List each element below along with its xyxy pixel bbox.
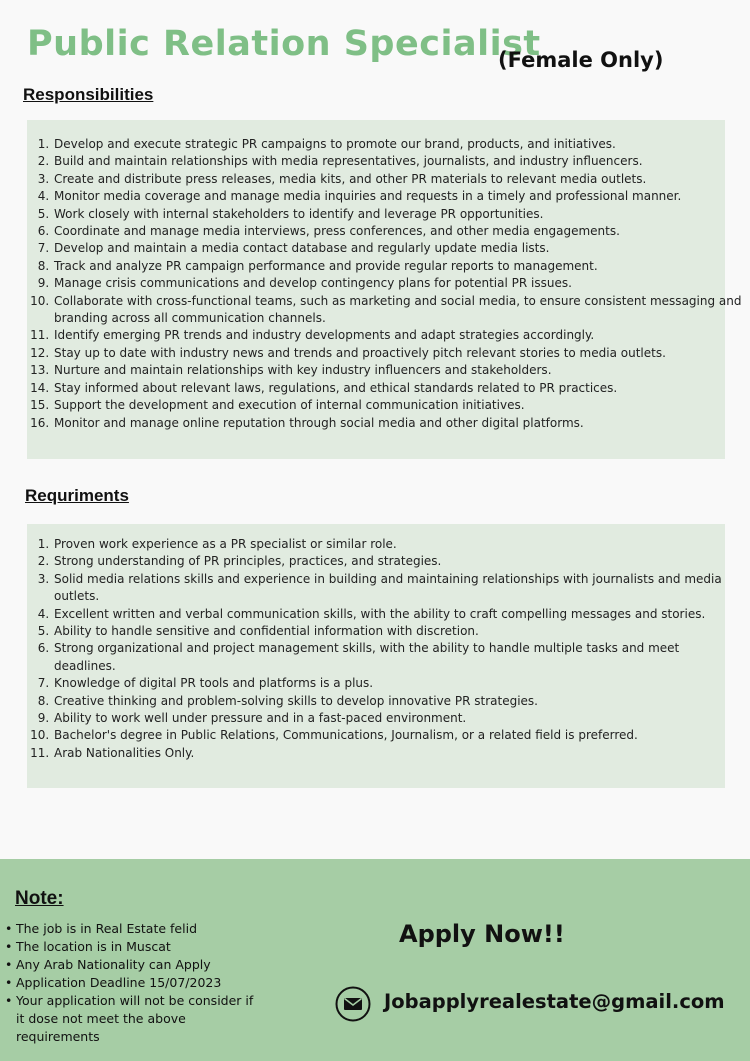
requirement-item: 2. Strong understanding of PR principles, practices, and strategies. bbox=[53, 553, 743, 570]
requirement-item: 6. Strong organizational and project management skills, with the ability to handle multiple tasks and meet deadlines. bbox=[53, 640, 743, 675]
responsibilities-list bbox=[31, 136, 743, 432]
responsibility-item: 16. Monitor and manage online reputation through social media and other digital platforms. bbox=[53, 415, 743, 432]
requirement-item: 5. Ability to handle sensitive and confidential information with discretion. bbox=[53, 623, 743, 640]
requirement-item: 9. Ability to work well under pressure and in a fast-paced environment. bbox=[53, 710, 743, 727]
responsibility-item: 8. Track and analyze PR campaign performance and provide regular reports to management. bbox=[53, 258, 743, 275]
requirement-item: 8. Creative thinking and problem-solving skills to develop innovative PR strategies. bbox=[53, 693, 743, 710]
responsibility-item: 12. Stay up to date with industry news and trends and proactively pitch relevant stories to media outlets. bbox=[53, 345, 743, 362]
responsibility-item: 5. Work closely with internal stakeholders to identify and leverage PR opportunities. bbox=[53, 206, 743, 223]
responsibilities-box bbox=[27, 120, 742, 459]
page-subtitle: (Female Only) bbox=[498, 48, 664, 72]
requirements-list bbox=[31, 536, 743, 762]
responsibility-item: 14. Stay informed about relevant laws, regulations, and ethical standards related to PR practices. bbox=[53, 380, 743, 397]
requirements-heading: Requriments bbox=[25, 486, 129, 505]
envelope-icon bbox=[335, 986, 371, 1022]
responsibility-item: 9. Manage crisis communications and develop contingency plans for potential PR issues. bbox=[53, 275, 743, 292]
responsibility-item: 10. Collaborate with cross-functional teams, such as marketing and social media, to ensure consistent messaging and branding across all communication channels. bbox=[53, 293, 743, 328]
responsibility-item: 15. Support the development and execution of internal communication initiatives. bbox=[53, 397, 743, 414]
note-item: • Any Arab Nationality can Apply bbox=[16, 956, 264, 974]
requirement-item: 3. Solid media relations skills and experience in building and maintaining relationships with journalists and media outlets. bbox=[53, 571, 743, 606]
email-link[interactable]: Jobapplyrealestate@gmail.com bbox=[384, 990, 725, 1013]
requirement-item: 7. Knowledge of digital PR tools and platforms is a plus. bbox=[53, 675, 743, 692]
requirement-item: 4. Excellent written and verbal communication skills, with the ability to craft compelling messages and stories. bbox=[53, 606, 743, 623]
responsibility-item: 4. Monitor media coverage and manage media inquiries and requests in a timely and professional manner. bbox=[53, 188, 743, 205]
notes-list bbox=[4, 920, 264, 1046]
note-item: • The job is in Real Estate felid bbox=[16, 920, 264, 938]
responsibility-item: 7. Develop and maintain a media contact database and regularly update media lists. bbox=[53, 240, 743, 257]
note-item: • The location is in Muscat bbox=[16, 938, 264, 956]
requirement-item: 10. Bachelor's degree in Public Relations, Communications, Journalism, or a related field is preferred. bbox=[53, 727, 743, 744]
responsibility-item: 6. Coordinate and manage media interviews, press conferences, and other media engagements. bbox=[53, 223, 743, 240]
note-heading: Note: bbox=[15, 888, 64, 909]
responsibility-item: 11. Identify emerging PR trends and industry developments and adapt strategies accordingly. bbox=[53, 327, 743, 344]
responsibilities-heading: Responsibilities bbox=[23, 85, 154, 104]
responsibility-item: 1. Develop and execute strategic PR campaigns to promote our brand, products, and initiatives. bbox=[53, 136, 743, 153]
responsibility-item: 3. Create and distribute press releases, media kits, and other PR materials to relevant media outlets. bbox=[53, 171, 743, 188]
page-title: Public Relation Specialist bbox=[27, 24, 541, 64]
requirement-item: 11. Arab Nationalities Only. bbox=[53, 745, 743, 762]
note-item: • Your application will not be consider if it dose not meet the above requirements bbox=[16, 992, 264, 1046]
apply-now-text: Apply Now!! bbox=[399, 920, 565, 948]
responsibility-item: 13. Nurture and maintain relationships with key industry influencers and stakeholders. bbox=[53, 362, 743, 379]
responsibility-item: 2. Build and maintain relationships with media representatives, journalists, and industry influencers. bbox=[53, 153, 743, 170]
note-item: • Application Deadline 15/07/2023 bbox=[16, 974, 264, 992]
requirements-box bbox=[27, 524, 725, 788]
requirement-item: 1. Proven work experience as a PR specialist or similar role. bbox=[53, 536, 743, 553]
